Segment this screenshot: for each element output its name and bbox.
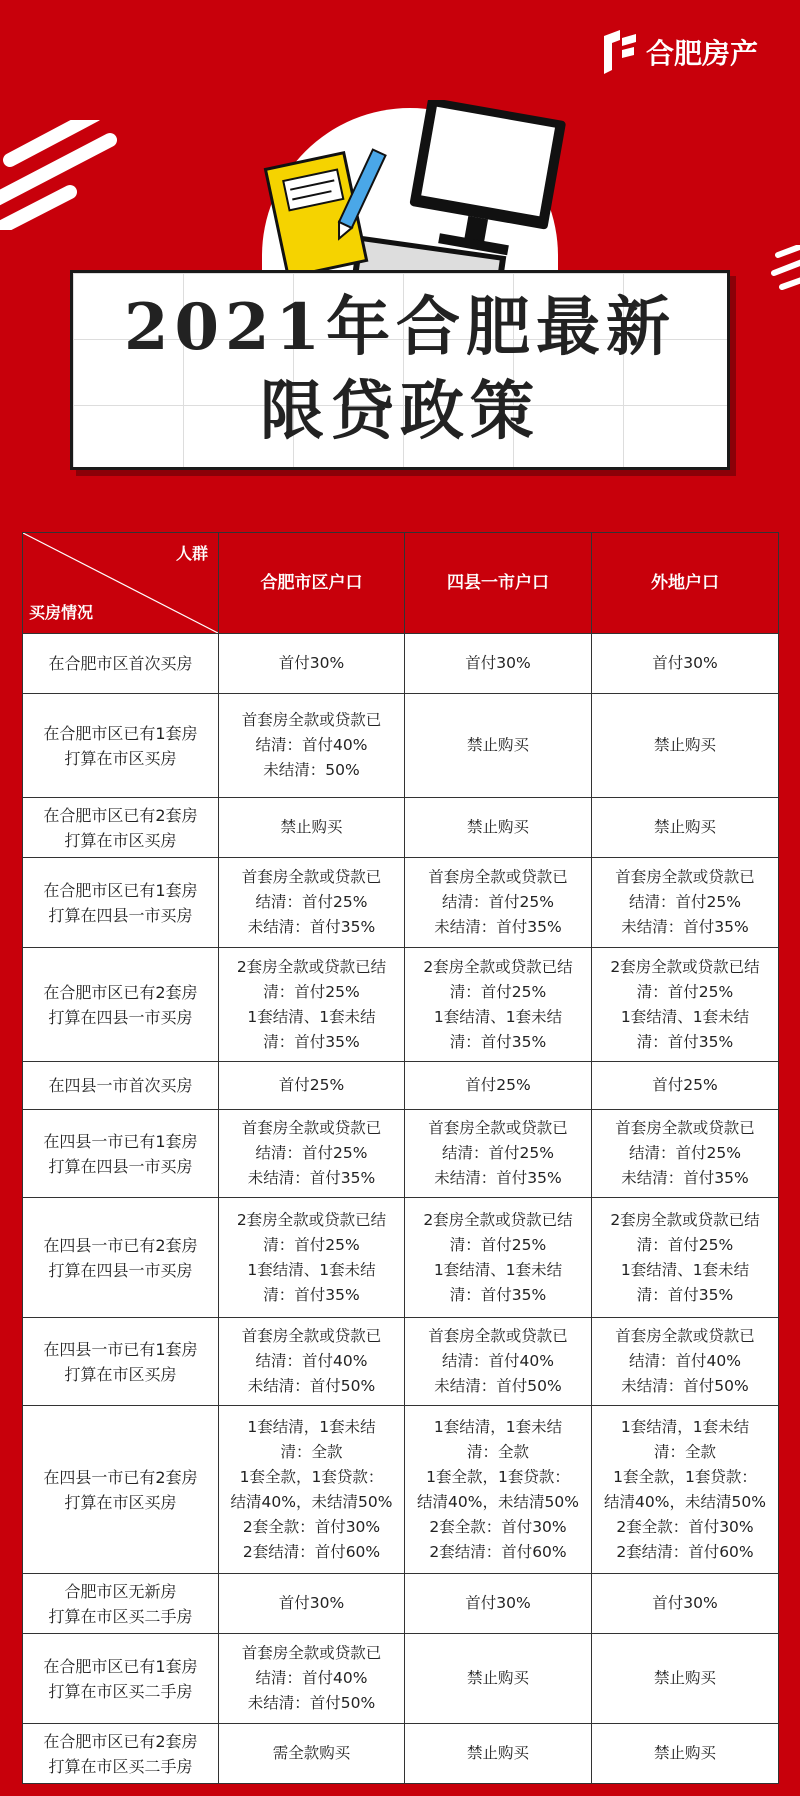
table-cell: 首付25% (219, 1062, 405, 1110)
page-title-line1: 2021年合肥最新 (123, 290, 677, 365)
table-body (23, 634, 779, 1784)
table-row (23, 634, 779, 694)
table-cell: 1套结清，1套未结 清：全款 1套全款，1套贷款： 结清40%，未结清50% 2套全款：首付30% 2套结清：首付60% (405, 1406, 592, 1574)
decorative-stripes-right (770, 245, 800, 295)
table-row (23, 858, 779, 948)
table-row (23, 798, 779, 858)
table-cell: 首套房全款或贷款已 结清：首付25% 未结清：首付35% (219, 1110, 405, 1198)
page-title-line2: 限贷政策 (260, 374, 540, 449)
table-cell: 首套房全款或贷款已 结清：首付40% 未结清：首付50% (219, 1318, 405, 1406)
table-cell: 首付30% (405, 1574, 592, 1634)
row-header: 在四县一市首次买房 (23, 1062, 219, 1110)
table-cell: 首套房全款或贷款已 结清：首付25% 未结清：首付35% (405, 858, 592, 948)
row-header: 在合肥市区已有2套房 打算在市区买房 (23, 798, 219, 858)
table-cell: 首付30% (592, 634, 779, 694)
table-row (23, 1406, 779, 1574)
table-row (23, 1724, 779, 1784)
row-header: 在合肥市区已有1套房 打算在市区买二手房 (23, 1634, 219, 1724)
table-cell: 首付30% (219, 1574, 405, 1634)
row-header: 在合肥市区已有1套房 打算在四县一市买房 (23, 858, 219, 948)
table-cell: 首套房全款或贷款已 结清：首付40% 未结清：首付50% (219, 1634, 405, 1724)
table-cell: 2套房全款或贷款已结 清：首付25% 1套结清、1套未结 清：首付35% (219, 948, 405, 1062)
table-row (23, 1062, 779, 1110)
table-cell: 禁止购买 (405, 1634, 592, 1724)
decorative-stripes (0, 120, 130, 230)
table-cell: 禁止购买 (405, 1724, 592, 1784)
row-header: 在四县一市已有1套房 打算在四县一市买房 (23, 1110, 219, 1198)
table-cell: 首套房全款或贷款已 结清：首付40% 未结清：首付50% (405, 1318, 592, 1406)
computer-books-illustration (255, 100, 585, 285)
policy-table (22, 532, 778, 1784)
row-header: 在合肥市区已有2套房 打算在四县一市买房 (23, 948, 219, 1062)
table-row (23, 1318, 779, 1406)
row-header: 在合肥市区已有2套房 打算在市区买二手房 (23, 1724, 219, 1784)
table-cell: 禁止购买 (592, 694, 779, 798)
row-header: 在四县一市已有2套房 打算在市区买房 (23, 1406, 219, 1574)
column-header-county: 四县一市户口 (405, 533, 592, 634)
table-row (23, 1198, 779, 1318)
table-cell: 2套房全款或贷款已结 清：首付25% 1套结清、1套未结 清：首付35% (219, 1198, 405, 1318)
table-cell: 首套房全款或贷款已 结清：首付25% 未结清：首付35% (405, 1110, 592, 1198)
row-header: 在合肥市区已有1套房 打算在市区买房 (23, 694, 219, 798)
table-corner-header (23, 533, 219, 634)
table-cell: 禁止购买 (592, 798, 779, 858)
table-cell: 禁止购买 (405, 694, 592, 798)
table-cell: 首付25% (405, 1062, 592, 1110)
table-row (23, 1634, 779, 1724)
title-card (70, 270, 730, 470)
table-cell: 禁止购买 (405, 798, 592, 858)
table-row (23, 1110, 779, 1198)
brand-logo-icon (600, 30, 640, 74)
table-cell: 禁止购买 (219, 798, 405, 858)
brand-name: 合肥房产 (645, 37, 758, 70)
table-cell: 首付25% (592, 1062, 779, 1110)
table-cell: 首套房全款或贷款已 结清：首付40% 未结清：50% (219, 694, 405, 798)
row-header: 在四县一市已有2套房 打算在四县一市买房 (23, 1198, 219, 1318)
table-row (23, 1574, 779, 1634)
table-row (23, 694, 779, 798)
table-cell: 禁止购买 (592, 1634, 779, 1724)
corner-label-situation: 买房情况 (29, 603, 94, 622)
column-header-nonlocal: 外地户口 (592, 533, 779, 634)
row-header: 合肥市区无新房 打算在市区买二手房 (23, 1574, 219, 1634)
table-cell: 首套房全款或贷款已 结清：首付40% 未结清：首付50% (592, 1318, 779, 1406)
table-cell: 2套房全款或贷款已结 清：首付25% 1套结清、1套未结 清：首付35% (592, 1198, 779, 1318)
brand-logo (600, 30, 758, 74)
row-header: 在合肥市区首次买房 (23, 634, 219, 694)
table-row (23, 948, 779, 1062)
table-cell: 2套房全款或贷款已结 清：首付25% 1套结清、1套未结 清：首付35% (405, 1198, 592, 1318)
table-cell: 2套房全款或贷款已结 清：首付25% 1套结清、1套未结 清：首付35% (592, 948, 779, 1062)
table-cell: 首套房全款或贷款已 结清：首付25% 未结清：首付35% (592, 858, 779, 948)
table-cell: 首套房全款或贷款已 结清：首付25% 未结清：首付35% (219, 858, 405, 948)
corner-label-crowd: 人群 (175, 544, 208, 563)
table-cell: 需全款购买 (219, 1724, 405, 1784)
table-cell: 首付30% (219, 634, 405, 694)
table-cell: 首付30% (405, 634, 592, 694)
column-header-hefei: 合肥市区户口 (219, 533, 405, 634)
row-header: 在四县一市已有1套房 打算在市区买房 (23, 1318, 219, 1406)
table-cell: 1套结清，1套未结 清：全款 1套全款，1套贷款： 结清40%，未结清50% 2套全款：首付30% 2套结清：首付60% (592, 1406, 779, 1574)
table-cell: 首套房全款或贷款已 结清：首付25% 未结清：首付35% (592, 1110, 779, 1198)
table-cell: 首付30% (592, 1574, 779, 1634)
table-cell: 1套结清，1套未结 清：全款 1套全款，1套贷款： 结清40%，未结清50% 2套全款：首付30% 2套结清：首付60% (219, 1406, 405, 1574)
table-cell: 2套房全款或贷款已结 清：首付25% 1套结清、1套未结 清：首付35% (405, 948, 592, 1062)
table-cell: 禁止购买 (592, 1724, 779, 1784)
